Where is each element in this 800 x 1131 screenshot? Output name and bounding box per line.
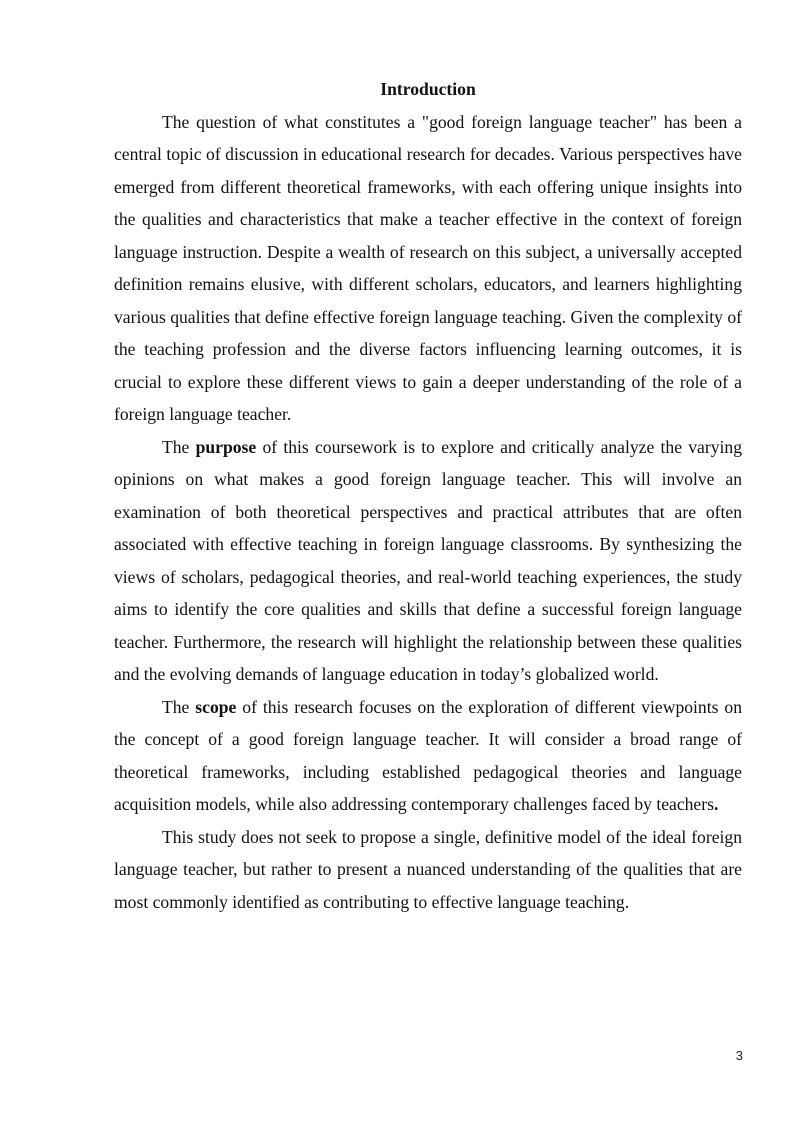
scope-body-text: of this research focuses on the exploration of different viewpoints on the concept of a good foreign language teacher. It will consider a broad range of theoretical frameworks, including established pedagogical theories and language acquisition models, while also addressing contemporary challenges faced by teachers bbox=[114, 696, 742, 814]
scope-end-mark: . bbox=[713, 794, 719, 814]
section-heading: Introduction bbox=[380, 79, 476, 99]
purpose-body-text: of this coursework is to explore and critically analyze the varying opinions on what makes a good foreign language teacher. This will involve an examination of both theoretical perspectives and practical attributes that are often associated with effective teaching in foreign language classrooms. By synthesizing the views of scholars, pedagogical theories, and real-world teaching experiences, the study aims to identify the core qualities and skills that define a successful foreign language teacher. Furthermore, the research will highlight the relationship between these qualities and the evolving demands of language education in today’s globalized world. bbox=[114, 436, 742, 684]
paragraph-purpose bbox=[114, 431, 742, 691]
paragraph-conclusion: This study does not seek to propose a single, definitive model of the ideal foreign language teacher, but rather to present a nuanced understanding of the qualities that are most commonly identified as contributing to effective language teaching. bbox=[114, 826, 742, 912]
paragraph-scope bbox=[114, 691, 742, 821]
paragraph-intro: The question of what constitutes a "good foreign language teacher" has been a central topic of discussion in educational research for decades. Various perspectives have emerged from different theoretical frameworks, with each offering unique insights into the qualities and characteristics that make a teacher effective in the context of foreign language instruction. Despite a wealth of research on this subject, a universally accepted definition remains elusive, with different scholars, educators, and learners highlighting various qualities that define effective foreign language teaching. Given the complexity of the teaching profession and the diverse factors influencing learning outcomes, it is crucial to explore these different views to gain a deeper understanding of the role of a foreign language teacher. bbox=[114, 111, 742, 424]
scope-lead-text: The bbox=[162, 696, 196, 717]
purpose-keyword: purpose bbox=[195, 436, 257, 457]
page-body bbox=[114, 73, 742, 918]
scope-keyword: scope bbox=[195, 696, 237, 717]
purpose-lead-text: The bbox=[162, 436, 196, 457]
page-number: 3 bbox=[735, 1048, 743, 1063]
